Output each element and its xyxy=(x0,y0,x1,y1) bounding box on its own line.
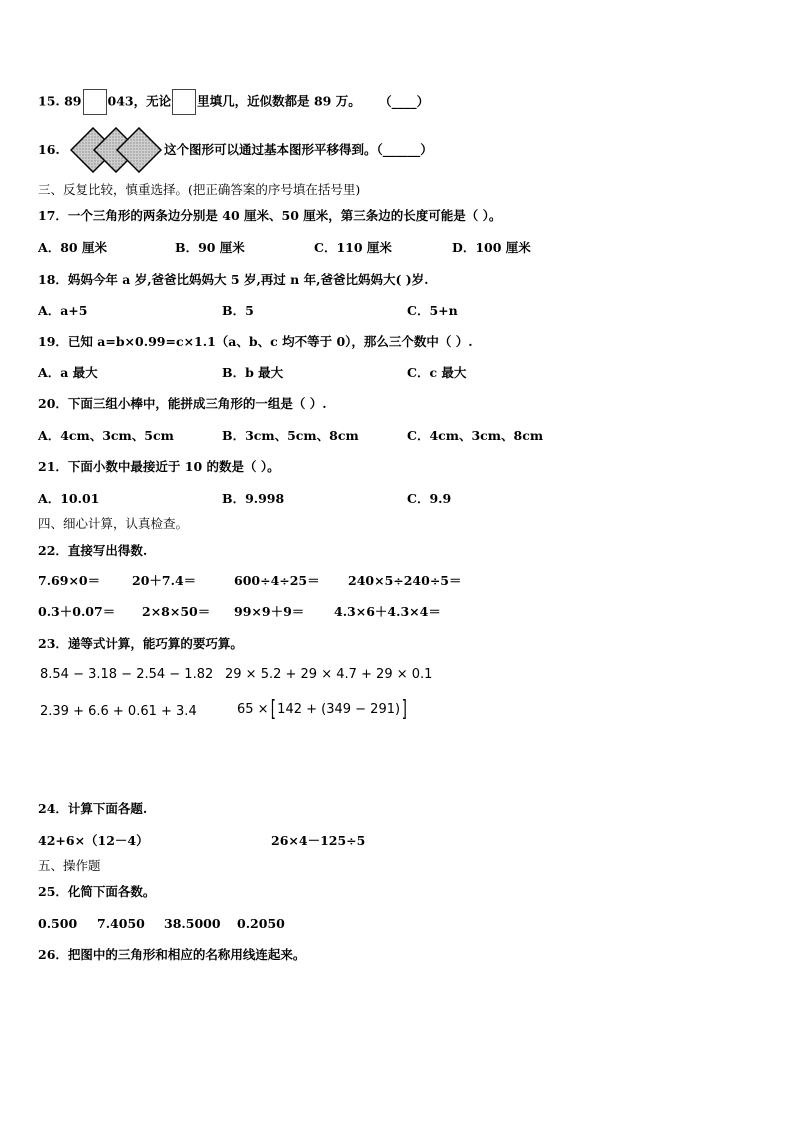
left-square-bracket: [ xyxy=(270,697,276,722)
q23-expression-3: 2.39 + 6.6 + 0.61 + 3.4 xyxy=(40,704,197,719)
q24-expression-2: 26×4－125÷5 xyxy=(271,833,366,848)
q22-row1-item[interactable]: 7.69×0＝ xyxy=(38,573,101,588)
q25-number: 38.5000 xyxy=(164,916,221,931)
q24-expression-1: 42+6×（12－4） xyxy=(38,833,149,848)
q15-answer-blank[interactable]: （____） xyxy=(379,93,430,109)
q18-option-a[interactable]: A．a+5 xyxy=(38,303,88,318)
question-20-stem: 20．下面三组小棒中，能拼成三角形的一组是（ ）. xyxy=(38,396,327,411)
question-26-stem: 26．把图中的三角形和相应的名称用线连起来。 xyxy=(38,947,306,962)
q22-row1-item[interactable]: 240×5÷240÷5＝ xyxy=(348,573,462,588)
q19-option-b[interactable]: B．b 最大 xyxy=(222,365,284,380)
q18-option-b[interactable]: B．5 xyxy=(222,303,254,318)
question-21-stem: 21．下面小数中最接近于 10 的数是（ ）。 xyxy=(38,459,280,474)
question-25-stem: 25．化简下面各数。 xyxy=(38,884,156,899)
q23-expression-2: 29 × 5.2 + 29 × 4.7 + 29 × 0.1 xyxy=(225,667,433,682)
q22-row2-item[interactable]: 2×8×50＝ xyxy=(142,604,211,619)
q19-option-a[interactable]: A．a 最大 xyxy=(38,365,98,380)
section-5-heading: 五、操作题 xyxy=(38,858,101,873)
q25-number: 7.4050 xyxy=(97,916,145,931)
q23-expression-1: 8.54 − 3.18 − 2.54 − 1.82 xyxy=(40,667,214,682)
q15-text-c: 里填几，近似数都是 89 万。 xyxy=(197,93,361,109)
q21-option-a[interactable]: A．10.01 xyxy=(38,491,100,506)
q22-row2-item[interactable]: 4.3×6＋4.3×4＝ xyxy=(334,604,441,619)
question-18-stem: 18．妈妈今年 a 岁,爸爸比妈妈大 5 岁,再过 n 年,爸爸比妈妈大( )岁. xyxy=(38,272,429,287)
q15-digit-box-2[interactable] xyxy=(172,89,196,115)
question-17-stem: 17．一个三角形的两条边分别是 40 厘米、50 厘米，第三条边的长度可能是（ ）。 xyxy=(38,208,502,223)
q15-text-a: 89 xyxy=(64,93,82,109)
q23-expression-4-prefix: 65 × xyxy=(237,702,269,717)
q22-row2-item[interactable]: 99×9＋9＝ xyxy=(234,604,305,619)
q21-option-c[interactable]: C．9.9 xyxy=(407,491,452,506)
q19-option-c[interactable]: C．c 最大 xyxy=(407,365,467,380)
q17-option-a[interactable]: A．80 厘米 xyxy=(38,240,107,255)
question-19-stem: 19．已知 a=b×0.99=c×1.1（a、b、c 均不等于 0），那么三个数中（ ）. xyxy=(38,334,473,349)
q15-text-b: 043，无论 xyxy=(107,93,172,109)
q18-option-c[interactable]: C．5+n xyxy=(407,303,458,318)
question-23-stem: 23．递等式计算，能巧算的要巧算。 xyxy=(38,636,243,651)
q23-expression-4 xyxy=(237,697,409,722)
q17-option-d[interactable]: D．100 厘米 xyxy=(452,240,531,255)
section-4-heading: 四、细心计算，认真检查。 xyxy=(38,516,189,531)
question-22-stem: 22．直接写出得数. xyxy=(38,543,148,558)
question-16-text: 这个图形可以通过基本图形平移得到。（______） xyxy=(164,142,433,157)
right-square-bracket: ] xyxy=(401,697,407,722)
question-16-number: 16. xyxy=(38,142,60,157)
q17-option-b[interactable]: B．90 厘米 xyxy=(175,240,245,255)
section-3-heading: 三、反复比较，慎重选择。(把正确答案的序号填在括号里) xyxy=(38,182,361,197)
q15-digit-box-1[interactable] xyxy=(83,89,107,115)
q22-row1-item[interactable]: 600÷4÷25＝ xyxy=(234,573,320,588)
question-24-stem: 24．计算下面各题. xyxy=(38,801,148,816)
question-15 xyxy=(38,89,429,115)
q25-number: 0.2050 xyxy=(237,916,285,931)
q20-option-b[interactable]: B．3cm、5cm、8cm xyxy=(222,428,359,443)
q20-option-c[interactable]: C．4cm、3cm、8cm xyxy=(407,428,544,443)
q21-option-b[interactable]: B．9.998 xyxy=(222,491,285,506)
diamond-figure xyxy=(70,127,162,173)
q22-row2-item[interactable]: 0.3＋0.07＝ xyxy=(38,604,116,619)
q23-expression-4-inner: 142 + (349 − 291) xyxy=(277,702,401,717)
q22-row1-item[interactable]: 20＋7.4＝ xyxy=(132,573,197,588)
q20-option-a[interactable]: A．4cm、3cm、5cm xyxy=(38,428,174,443)
q25-number: 0.500 xyxy=(38,916,78,931)
q15-number: 15. xyxy=(38,93,60,109)
q17-option-c[interactable]: C．110 厘米 xyxy=(314,240,392,255)
